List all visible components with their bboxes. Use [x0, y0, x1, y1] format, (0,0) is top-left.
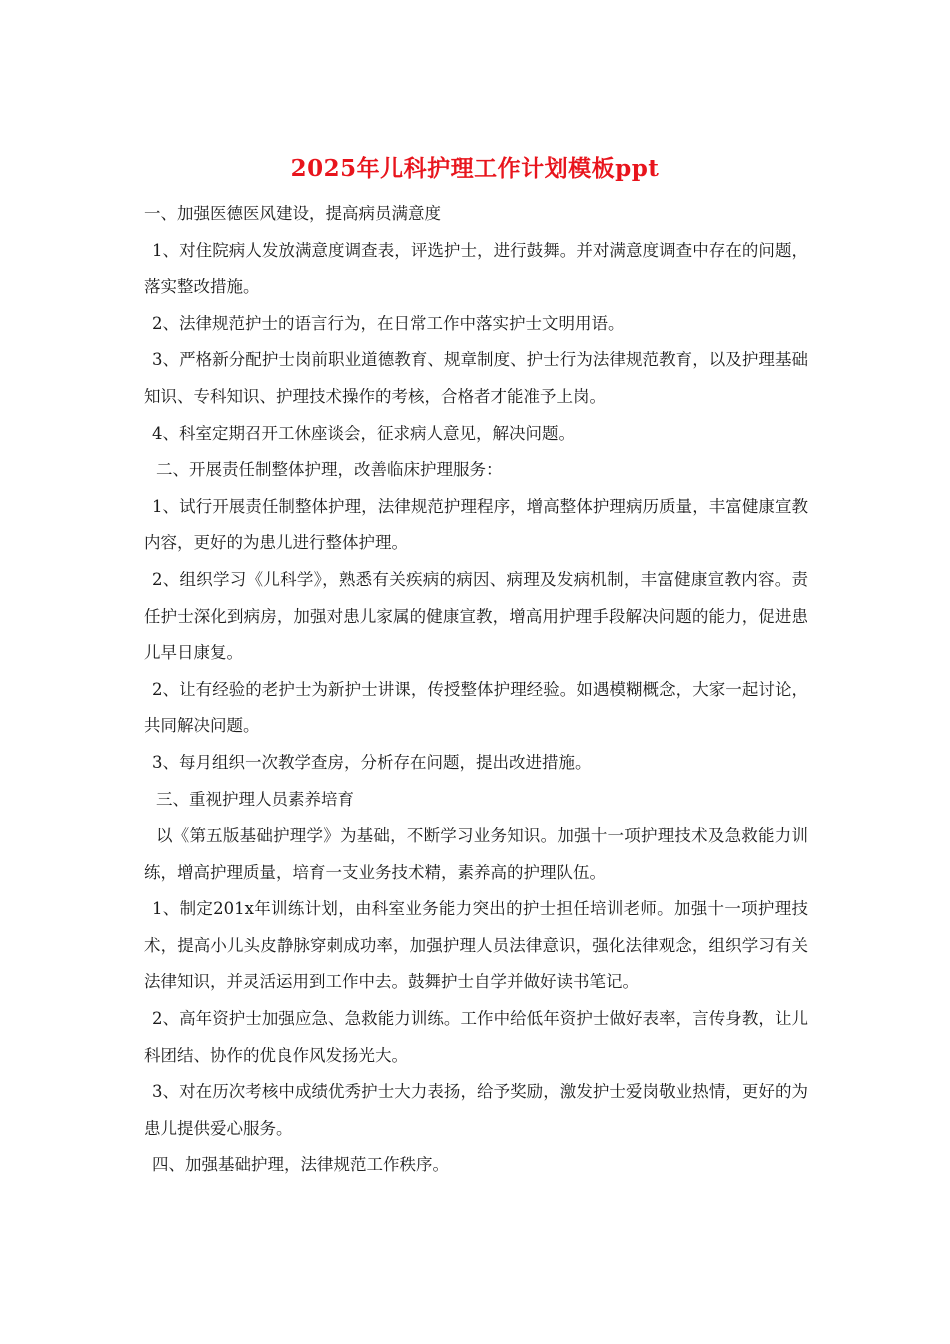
paragraph-2-1: 1、试行开展责任制整体护理，法律规范护理程序，增高整体护理病历质量，丰富健康宣教内容，更好的为患儿进行整体护理。	[144, 496, 808, 553]
section-heading-4: 四、加强基础护理，法律规范工作秩序。	[152, 1155, 449, 1175]
paragraph-2-3: 2、让有经验的老护士为新护士讲课，传授整体护理经验。如遇模糊概念，大家一起讨论，共同解决问题。	[144, 679, 808, 736]
paragraph-3-intro: 以《第五版基础护理学》为基础，不断学习业务知识。加强十一项护理技术及急救能力训练，增高护理质量，培育一支业务技术精，素养高的护理队伍。	[144, 826, 808, 882]
section-heading-3: 三、重视护理人员素养培育	[156, 789, 354, 809]
paragraph-1-3: 3、严格新分配护士岗前职业道德教育、规章制度、护士行为法律规范教育，以及护理基础知识、专科知识、护理技术操作的考核，合格者才能准予上岗。	[144, 350, 808, 406]
section-heading-1: 一、加强医德医风建设，提高病员满意度	[144, 204, 441, 223]
paragraph-2-4: 3、每月组织一次教学查房，分析存在问题，提出改进措施。	[152, 752, 592, 772]
paragraph-2-2: 2、组织学习《儿科学》，熟悉有关疾病的病因、病理及发病机制，丰富健康宣教内容。责任护士深化到病房，加强对患儿家属的健康宣教，增高用护理手段解决问题的能力，促进患儿早日康复。	[144, 569, 808, 663]
paragraph-3-2: 2、高年资护士加强应急、急救能力训练。工作中给低年资护士做好表率，言传身教，让儿科团结、协作的优良作风发扬光大。	[144, 1009, 808, 1065]
paragraph-3-1: 1、制定201x年训练计划，由科室业务能力突出的护士担任培训老师。加强十一项护理技术，提高小儿头皮静脉穿刺成功率，加强护理人员法律意识，强化法律观念，组织学习有关法律知识，并灵活运用到工作中去。鼓舞护士自学并做好读书笔记。	[144, 899, 808, 992]
paragraph-1-1: 1、对住院病人发放满意度调查表，评选护士，进行鼓舞。并对满意度调查中存在的问题，落实整改措施。	[144, 240, 808, 297]
document-title: 2025年儿科护理工作计划模板ppt	[290, 155, 660, 182]
paragraph-3-3: 3、对在历次考核中成绩优秀护士大力表扬，给予奖励，激发护士爱岗敬业热情，更好的为患儿提供爱心服务。	[144, 1082, 808, 1138]
paragraph-1-4: 4、科室定期召开工休座谈会，征求病人意见，解决问题。	[152, 423, 575, 443]
document-body	[144, 196, 808, 1184]
paragraph-1-2: 2、法律规范护士的语言行为，在日常工作中落实护士文明用语。	[152, 313, 625, 333]
section-heading-2: 二、开展责任制整体护理，改善临床护理服务：	[156, 460, 503, 480]
